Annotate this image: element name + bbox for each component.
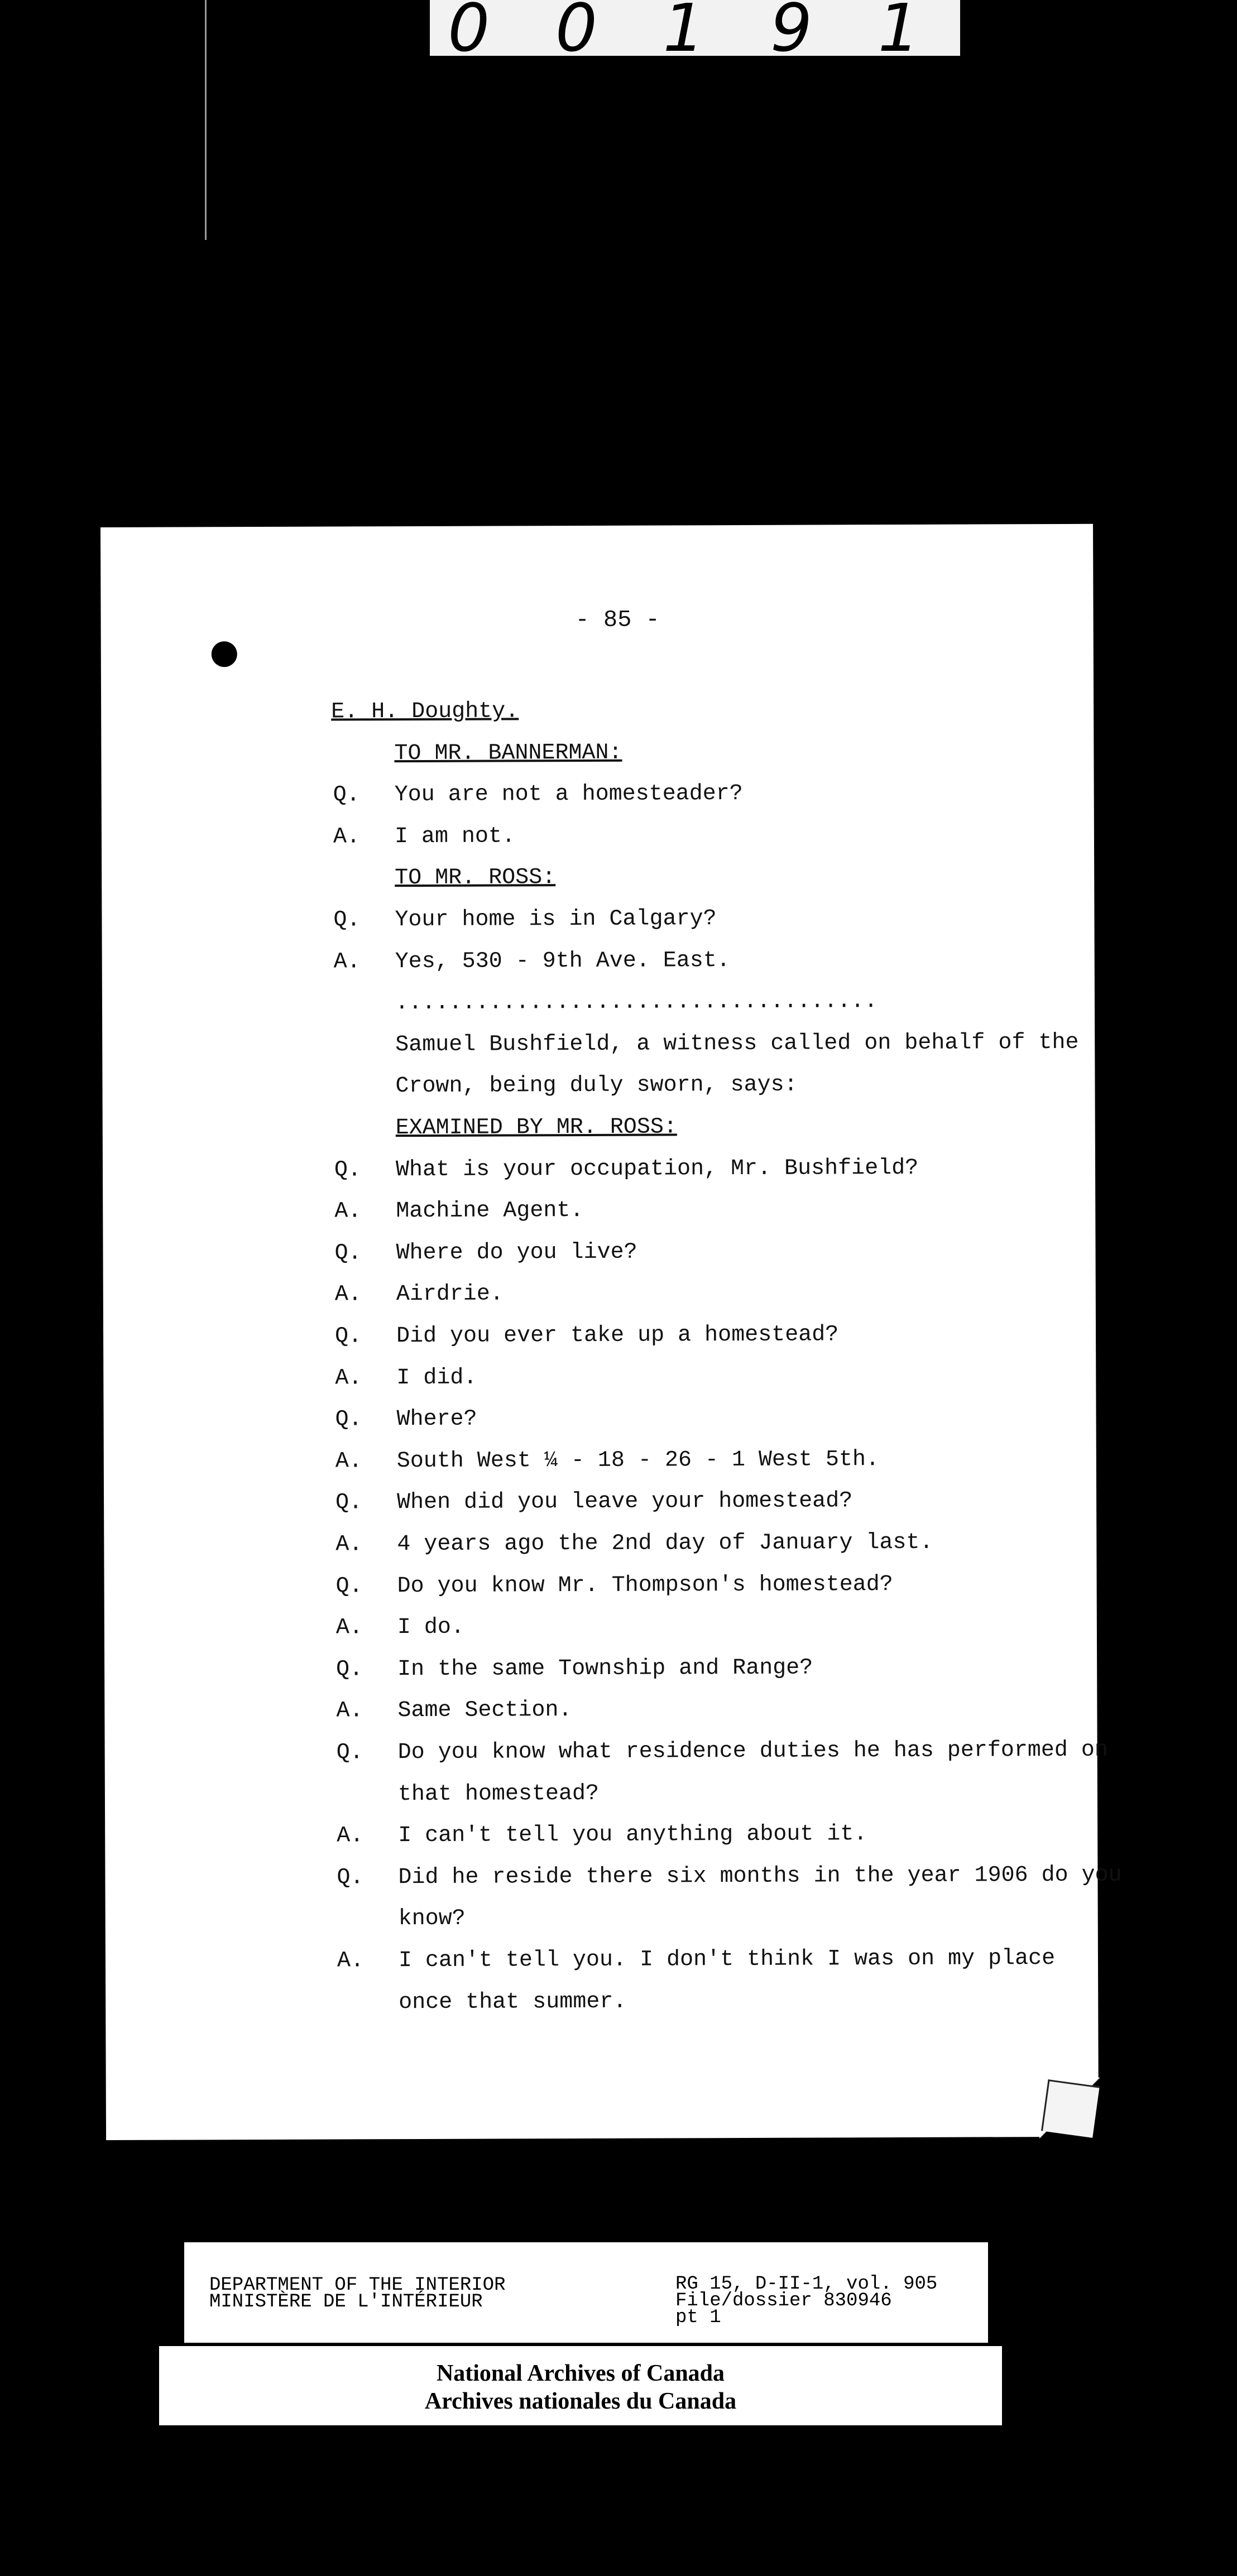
punch-hole bbox=[212, 641, 237, 667]
file-reference: File/dossier 830946 bbox=[675, 2290, 892, 2311]
record-group-reference: RG 15, D-II-1, vol. 905 bbox=[675, 2274, 938, 2295]
transcript-line: In the same Township and Range? bbox=[397, 1655, 813, 1682]
transcript-line: 4 years ago the 2nd day of January last. bbox=[397, 1530, 933, 1558]
qa-marker: Q. bbox=[335, 1573, 363, 1599]
transcript-line: Yes, 530 - 9th Ave. East. bbox=[395, 948, 730, 974]
transcript-line: Machine Agent. bbox=[396, 1198, 584, 1224]
qa-marker: Q. bbox=[336, 1740, 363, 1766]
transcript-line: Where do you live? bbox=[396, 1239, 637, 1266]
transcript-line: Do you know what residence duties he has performed on bbox=[397, 1737, 1108, 1766]
qa-marker: A. bbox=[337, 1823, 364, 1849]
department-name-en: DEPARTMENT OF THE INTERIOR bbox=[209, 2275, 506, 2296]
page-number: - 85 - bbox=[575, 606, 660, 634]
qa-marker: Q. bbox=[336, 1657, 363, 1683]
transcript-line: I did. bbox=[396, 1365, 477, 1391]
transcript-line: I do. bbox=[397, 1614, 464, 1641]
page-corner-curl bbox=[1039, 2078, 1101, 2139]
transcript-line: Your home is in Calgary? bbox=[395, 906, 717, 933]
section-heading: TO MR. BANNERMAN: bbox=[394, 740, 622, 766]
transcript-line: Do you know Mr. Thompson's homestead? bbox=[397, 1571, 893, 1599]
qa-marker: Q. bbox=[334, 1324, 362, 1349]
qa-marker: A. bbox=[333, 824, 361, 850]
section-heading: E. H. Doughty. bbox=[331, 699, 519, 725]
section-heading: TO MR. ROSS: bbox=[395, 865, 556, 891]
qa-marker: A. bbox=[335, 1449, 362, 1474]
qa-marker: A. bbox=[334, 1282, 362, 1308]
transcript-line: know? bbox=[398, 1906, 466, 1932]
transcript-line: Same Section. bbox=[397, 1698, 572, 1724]
qa-marker: A. bbox=[335, 1532, 363, 1558]
transcript-line: .................................... bbox=[395, 989, 878, 1016]
transcript-line: I can't tell you anything about it. bbox=[398, 1822, 867, 1849]
qa-marker: Q. bbox=[334, 1241, 362, 1266]
transcript-line: Did you ever take up a homestead? bbox=[396, 1322, 839, 1349]
transcript-line: Airdrie. bbox=[396, 1281, 504, 1308]
transcript-line: South West ¼ - 18 - 26 - 1 West 5th. bbox=[396, 1446, 880, 1474]
qa-marker: A. bbox=[335, 1365, 362, 1391]
transcript-line: Samuel Bushfield, a witness called on behalf of the bbox=[395, 1030, 1079, 1058]
transcript-line: Did he reside there six months in the year 1906 do you bbox=[398, 1862, 1122, 1890]
transcript-line: Crown, being duly sworn, says: bbox=[395, 1073, 798, 1099]
transcript-line: I am not. bbox=[394, 824, 516, 849]
qa-marker: A. bbox=[334, 1199, 362, 1224]
transcript-line: You are not a homesteader? bbox=[394, 781, 743, 808]
qa-marker: Q. bbox=[335, 1490, 363, 1516]
archive-name-fr: Archives nationales du Canada bbox=[424, 2388, 737, 2414]
film-edge-mark bbox=[205, 0, 207, 240]
document-page bbox=[100, 524, 1122, 2140]
qa-marker: Q. bbox=[333, 782, 360, 808]
transcript-line: What is your occupation, Mr. Bushfield? bbox=[395, 1155, 919, 1183]
department-name-fr: MINISTÈRE DE L'INTÉRIEUR bbox=[209, 2291, 483, 2313]
transcript-line: I can't tell you. I don't think I was on my place bbox=[398, 1946, 1056, 1974]
film-frame-number: 0 0 1 9 1 2 bbox=[430, 0, 960, 56]
transcript-line: once that summer. bbox=[399, 1989, 627, 2015]
transcript-line: Where? bbox=[396, 1406, 477, 1433]
archive-reference-label bbox=[184, 2242, 988, 2343]
qa-marker: A. bbox=[333, 949, 361, 975]
qa-marker: A. bbox=[335, 1615, 363, 1641]
qa-marker: Q. bbox=[335, 1407, 362, 1433]
section-heading: EXAMINED BY MR. ROSS: bbox=[395, 1114, 677, 1141]
archive-name-label bbox=[159, 2346, 1002, 2425]
qa-marker: A. bbox=[336, 1698, 363, 1724]
qa-marker: Q. bbox=[337, 1865, 364, 1891]
qa-marker: Q. bbox=[333, 907, 361, 933]
qa-marker: A. bbox=[337, 1948, 365, 1974]
qa-marker: Q. bbox=[334, 1157, 362, 1183]
archive-name-en: National Archives of Canada bbox=[436, 2361, 725, 2386]
transcript-line: that homestead? bbox=[397, 1781, 600, 1807]
part-reference: pt 1 bbox=[675, 2307, 721, 2328]
transcript-line: When did you leave your homestead? bbox=[397, 1488, 853, 1516]
